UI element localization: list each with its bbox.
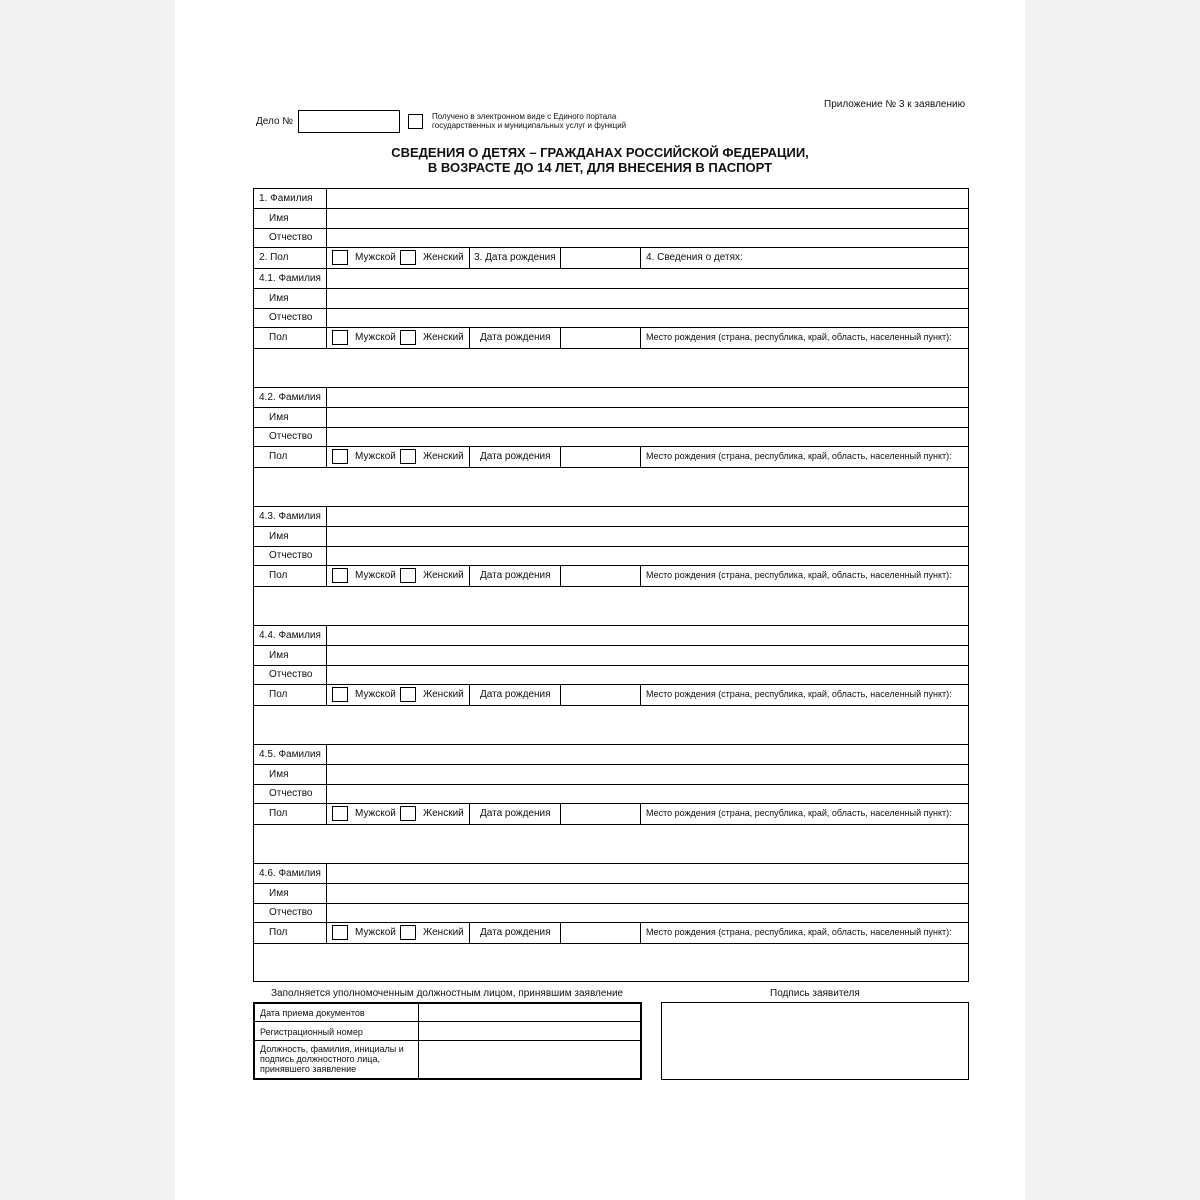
children-form-table	[253, 188, 969, 982]
child-birthdate-field[interactable]	[561, 804, 640, 824]
reg-row-number[interactable]	[255, 1022, 640, 1041]
child-name-field[interactable]	[327, 884, 968, 903]
applicant-name-row	[254, 209, 968, 229]
child-male-label: Мужской	[355, 332, 396, 343]
child-male-label: Мужской	[355, 451, 396, 462]
child-male-label: Мужской	[355, 808, 396, 819]
child-name-field[interactable]	[327, 289, 968, 308]
child-surname-field[interactable]	[327, 388, 968, 407]
child-surname-row	[254, 864, 968, 884]
applicant-male-label: Мужской	[355, 252, 396, 263]
child-birthdate-field[interactable]	[561, 923, 640, 943]
child-name-label: Имя	[269, 650, 289, 661]
child-female-label: Женский	[423, 332, 464, 343]
child-birthplace-field[interactable]	[254, 944, 968, 982]
child-sex-row	[254, 804, 968, 825]
child-male-checkbox[interactable]	[332, 449, 348, 464]
child-surname-row	[254, 745, 968, 765]
child-surname-label: 4.3. Фамилия	[259, 511, 321, 522]
child-birthplace-field[interactable]	[254, 706, 968, 745]
child-surname-row	[254, 269, 968, 289]
child-surname-field[interactable]	[327, 269, 968, 288]
child-sex-label: Пол	[269, 808, 288, 819]
child-surname-row	[254, 507, 968, 527]
child-name-row	[254, 765, 968, 785]
child-sex-row	[254, 447, 968, 468]
child-name-label: Имя	[269, 769, 289, 780]
child-male-checkbox[interactable]	[332, 925, 348, 940]
child-surname-field[interactable]	[327, 864, 968, 883]
child-sex-label: Пол	[269, 927, 288, 938]
child-block-1	[254, 269, 968, 388]
child-birthdate-field[interactable]	[561, 685, 640, 705]
child-patronymic-label: Отчество	[269, 907, 313, 918]
child-patronymic-row	[254, 427, 968, 447]
child-surname-row	[254, 388, 968, 408]
child-name-field[interactable]	[327, 646, 968, 665]
applicant-birthdate-label: 3. Дата рождения	[474, 252, 556, 263]
child-birthdate-label: Дата рождения	[480, 689, 551, 700]
child-name-row	[254, 884, 968, 904]
child-name-field[interactable]	[327, 765, 968, 784]
applicant-female-checkbox[interactable]	[400, 250, 416, 265]
applicant-surname-label: 1. Фамилия	[259, 193, 313, 204]
child-birthdate-field[interactable]	[561, 328, 640, 348]
child-name-field[interactable]	[327, 408, 968, 427]
case-number-label: Дело №	[256, 116, 294, 127]
child-surname-field[interactable]	[327, 745, 968, 764]
child-patronymic-field[interactable]	[327, 427, 968, 446]
child-birthdate-field[interactable]	[561, 447, 640, 467]
child-name-label: Имя	[269, 293, 289, 304]
child-birthdate-label: Дата рождения	[480, 332, 551, 343]
child-sex-row	[254, 328, 968, 349]
child-surname-label: 4.4. Фамилия	[259, 630, 321, 641]
child-birthdate-field[interactable]	[561, 566, 640, 586]
portal-note	[432, 112, 692, 130]
applicant-surname-field[interactable]	[327, 189, 968, 208]
child-birthplace-field[interactable]	[254, 349, 968, 388]
signature-caption: Подпись заявителя	[770, 988, 860, 999]
applicant-patronymic-label: Отчество	[269, 232, 313, 243]
official-caption: Заполняется уполномоченным должностным лицом, принявшим заявление	[271, 988, 624, 999]
child-patronymic-field[interactable]	[327, 784, 968, 803]
child-patronymic-row	[254, 903, 968, 923]
child-female-label: Женский	[423, 927, 464, 938]
child-birthplace-field[interactable]	[254, 825, 968, 864]
child-male-label: Мужской	[355, 927, 396, 938]
child-block-2	[254, 388, 968, 507]
applicant-name-label: Имя	[269, 213, 289, 224]
children-info-label: 4. Сведения о детях:	[646, 252, 743, 263]
child-name-row	[254, 408, 968, 428]
child-birthdate-label: Дата рождения	[480, 808, 551, 819]
child-patronymic-row	[254, 665, 968, 685]
child-patronymic-label: Отчество	[269, 431, 313, 442]
child-birthplace-label: Место рождения (страна, республика, край, область, населенный пункт):	[646, 332, 952, 342]
child-female-checkbox[interactable]	[400, 925, 416, 940]
child-male-label: Мужской	[355, 689, 396, 700]
reg-date-label: Дата приема документов	[260, 1008, 365, 1018]
child-female-checkbox[interactable]	[400, 568, 416, 583]
child-sex-row	[254, 923, 968, 944]
child-birthplace-label: Место рождения (страна, республика, край, область, населенный пункт):	[646, 689, 952, 699]
child-birthdate-label: Дата рождения	[480, 927, 551, 938]
child-female-label: Женский	[423, 808, 464, 819]
child-patronymic-field[interactable]	[327, 546, 968, 565]
child-name-row	[254, 527, 968, 547]
child-birthdate-label: Дата рождения	[480, 570, 551, 581]
case-number-field[interactable]	[298, 110, 400, 133]
applicant-female-label: Женский	[423, 252, 464, 263]
applicant-male-checkbox[interactable]	[332, 250, 348, 265]
child-female-checkbox[interactable]	[400, 330, 416, 345]
child-name-row	[254, 289, 968, 309]
applicant-birthdate-field[interactable]	[561, 248, 640, 268]
child-female-checkbox[interactable]	[400, 806, 416, 821]
child-female-label: Женский	[423, 451, 464, 462]
child-birthplace-field[interactable]	[254, 587, 968, 626]
child-patronymic-field[interactable]	[327, 665, 968, 684]
child-female-label: Женский	[423, 689, 464, 700]
child-sex-label: Пол	[269, 689, 288, 700]
page-title-line2: В ВОЗРАСТЕ ДО 14 ЛЕТ, ДЛЯ ВНЕСЕНИЯ В ПАСПОРТ	[427, 160, 773, 175]
child-birthplace-field[interactable]	[254, 468, 968, 507]
portal-note-line2: государственных и муниципальных услуг и функций	[432, 121, 627, 130]
child-surname-field[interactable]	[327, 507, 968, 526]
child-patronymic-label: Отчество	[269, 550, 313, 561]
child-male-checkbox[interactable]	[332, 806, 348, 821]
reg-row-date[interactable]	[255, 1004, 640, 1022]
child-birthdate-label: Дата рождения	[480, 451, 551, 462]
child-sex-row	[254, 566, 968, 587]
signature-field[interactable]	[661, 1002, 969, 1080]
child-surname-field[interactable]	[327, 626, 968, 645]
child-block-6	[254, 864, 968, 982]
child-patronymic-label: Отчество	[269, 312, 313, 323]
reg-official-label: Должность, фамилия, инициалы и подпись должностного лица, принявшего заявление	[260, 1044, 404, 1074]
child-name-label: Имя	[269, 531, 289, 542]
applicant-patronymic-row	[254, 228, 968, 248]
applicant-sex-label: 2. Пол	[259, 252, 289, 263]
child-surname-label: 4.6. Фамилия	[259, 868, 321, 879]
child-sex-row	[254, 685, 968, 706]
child-block-3	[254, 507, 968, 626]
child-birthplace-label: Место рождения (страна, республика, край, область, населенный пункт):	[646, 927, 952, 937]
page-title-line1: СВЕДЕНИЯ О ДЕТЯХ – ГРАЖДАНАХ РОССИЙСКОЙ ФЕДЕРАЦИИ,	[391, 145, 809, 160]
child-block-5	[254, 745, 968, 864]
child-patronymic-label: Отчество	[269, 669, 313, 680]
child-name-label: Имя	[269, 888, 289, 899]
child-sex-label: Пол	[269, 332, 288, 343]
child-male-checkbox[interactable]	[332, 568, 348, 583]
child-male-checkbox[interactable]	[332, 687, 348, 702]
child-male-checkbox[interactable]	[332, 330, 348, 345]
child-name-label: Имя	[269, 412, 289, 423]
reg-row-official[interactable]	[255, 1041, 640, 1078]
portal-note-line1: Получено в электронном виде с Единого портала	[432, 112, 617, 121]
registration-table	[253, 1002, 642, 1080]
child-patronymic-row	[254, 308, 968, 328]
child-surname-label: 4.5. Фамилия	[259, 749, 321, 760]
child-sex-label: Пол	[269, 570, 288, 581]
child-female-checkbox[interactable]	[400, 449, 416, 464]
child-patronymic-row	[254, 784, 968, 804]
child-sex-label: Пол	[269, 451, 288, 462]
child-surname-label: 4.2. Фамилия	[259, 392, 321, 403]
reg-number-label: Регистрационный номер	[260, 1027, 363, 1037]
child-patronymic-field[interactable]	[327, 903, 968, 922]
child-name-field[interactable]	[327, 527, 968, 546]
child-female-checkbox[interactable]	[400, 687, 416, 702]
applicant-name-field[interactable]	[327, 209, 968, 228]
child-birthplace-label: Место рождения (страна, республика, край, область, населенный пункт):	[646, 451, 952, 461]
child-block-4	[254, 626, 968, 745]
applicant-patronymic-field[interactable]	[327, 228, 968, 247]
child-name-row	[254, 646, 968, 666]
child-surname-row	[254, 626, 968, 646]
portal-checkbox[interactable]	[408, 114, 423, 129]
child-male-label: Мужской	[355, 570, 396, 581]
applicant-sex-row	[254, 248, 968, 269]
child-birthplace-label: Место рождения (страна, республика, край, область, населенный пункт):	[646, 808, 952, 818]
applicant-surname-row	[254, 189, 968, 209]
child-surname-label: 4.1. Фамилия	[259, 273, 321, 284]
child-patronymic-field[interactable]	[327, 308, 968, 327]
form-page	[175, 0, 1025, 1200]
child-birthplace-label: Место рождения (страна, республика, край, область, населенный пункт):	[646, 570, 952, 580]
child-patronymic-label: Отчество	[269, 788, 313, 799]
child-patronymic-row	[254, 546, 968, 566]
appendix-note: Приложение № 3 к заявлению	[824, 99, 966, 110]
child-female-label: Женский	[423, 570, 464, 581]
